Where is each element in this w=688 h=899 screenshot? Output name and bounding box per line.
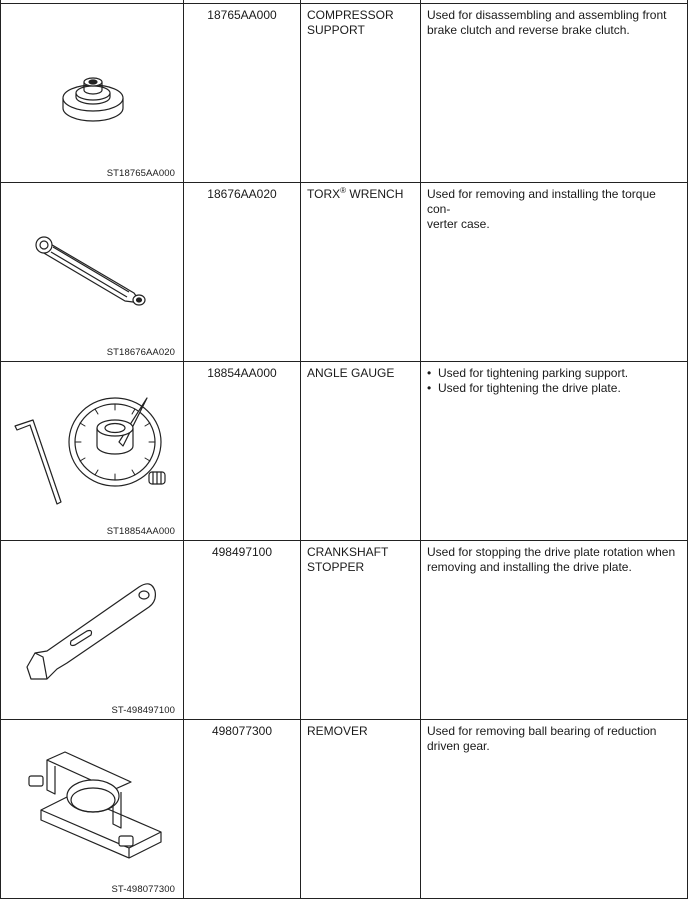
table-row bbox=[1, 362, 688, 541]
illustration-cell bbox=[1, 720, 184, 899]
tool-name-prefix: TORX bbox=[307, 187, 341, 201]
registered-mark: ® bbox=[340, 186, 347, 195]
remarks-line1: Used for removing and installing the torque con- bbox=[427, 187, 656, 216]
remarks-list bbox=[427, 366, 681, 396]
torx-wrench-icon bbox=[1, 183, 184, 357]
illustration-cell bbox=[1, 362, 184, 541]
tool-name-line1: COMPRESSOR bbox=[307, 8, 394, 22]
tool-number: 18765AA000 bbox=[184, 4, 301, 183]
remarks: Used for disassembling and assembling front brake clutch and reverse brake clutch. bbox=[421, 4, 688, 183]
illustration-code: ST18676AA020 bbox=[106, 347, 175, 358]
illustration-code: ST-498077300 bbox=[111, 884, 175, 895]
illustration-code: ST18765AA000 bbox=[106, 168, 175, 179]
tool-name-line2: SUPPORT bbox=[307, 23, 365, 37]
compressor-support-icon bbox=[1, 4, 184, 178]
angle-gauge-icon bbox=[1, 362, 184, 536]
tool-name: ANGLE GAUGE bbox=[301, 362, 421, 541]
tool-name bbox=[301, 4, 421, 183]
tool-number: 18676AA020 bbox=[184, 183, 301, 362]
crankshaft-stopper-icon bbox=[1, 541, 184, 715]
tool-name-line2: STOPPER bbox=[307, 560, 365, 574]
illustration-code: ST-498497100 bbox=[111, 705, 175, 716]
remarks-line2: verter case. bbox=[427, 217, 490, 231]
illustration-cell bbox=[1, 4, 184, 183]
tool-number: 498077300 bbox=[184, 720, 301, 899]
table-row bbox=[1, 720, 688, 899]
table-row bbox=[1, 183, 688, 362]
remarks bbox=[421, 362, 688, 541]
table-row bbox=[1, 4, 688, 183]
remover-icon bbox=[1, 720, 184, 894]
tool-number: 18854AA000 bbox=[184, 362, 301, 541]
tool-name-suffix: WRENCH bbox=[346, 187, 404, 201]
list-item: • Used for tightening parking support. bbox=[427, 366, 681, 381]
tool-name bbox=[301, 183, 421, 362]
remarks: Used for stopping the drive plate rotation when removing and installing the drive plate. bbox=[421, 541, 688, 720]
illustration-cell bbox=[1, 183, 184, 362]
tool-number: 498497100 bbox=[184, 541, 301, 720]
remarks: Used for removing ball bearing of reduction driven gear. bbox=[421, 720, 688, 899]
tool-name-line1: CRANKSHAFT bbox=[307, 545, 389, 559]
illustration-cell bbox=[1, 541, 184, 720]
illustration-code: ST18854AA000 bbox=[106, 526, 175, 537]
tool-name bbox=[301, 541, 421, 720]
remarks bbox=[421, 183, 688, 362]
tool-name: REMOVER bbox=[301, 720, 421, 899]
list-item: • Used for tightening the drive plate. bbox=[427, 381, 681, 396]
table-row bbox=[1, 541, 688, 720]
